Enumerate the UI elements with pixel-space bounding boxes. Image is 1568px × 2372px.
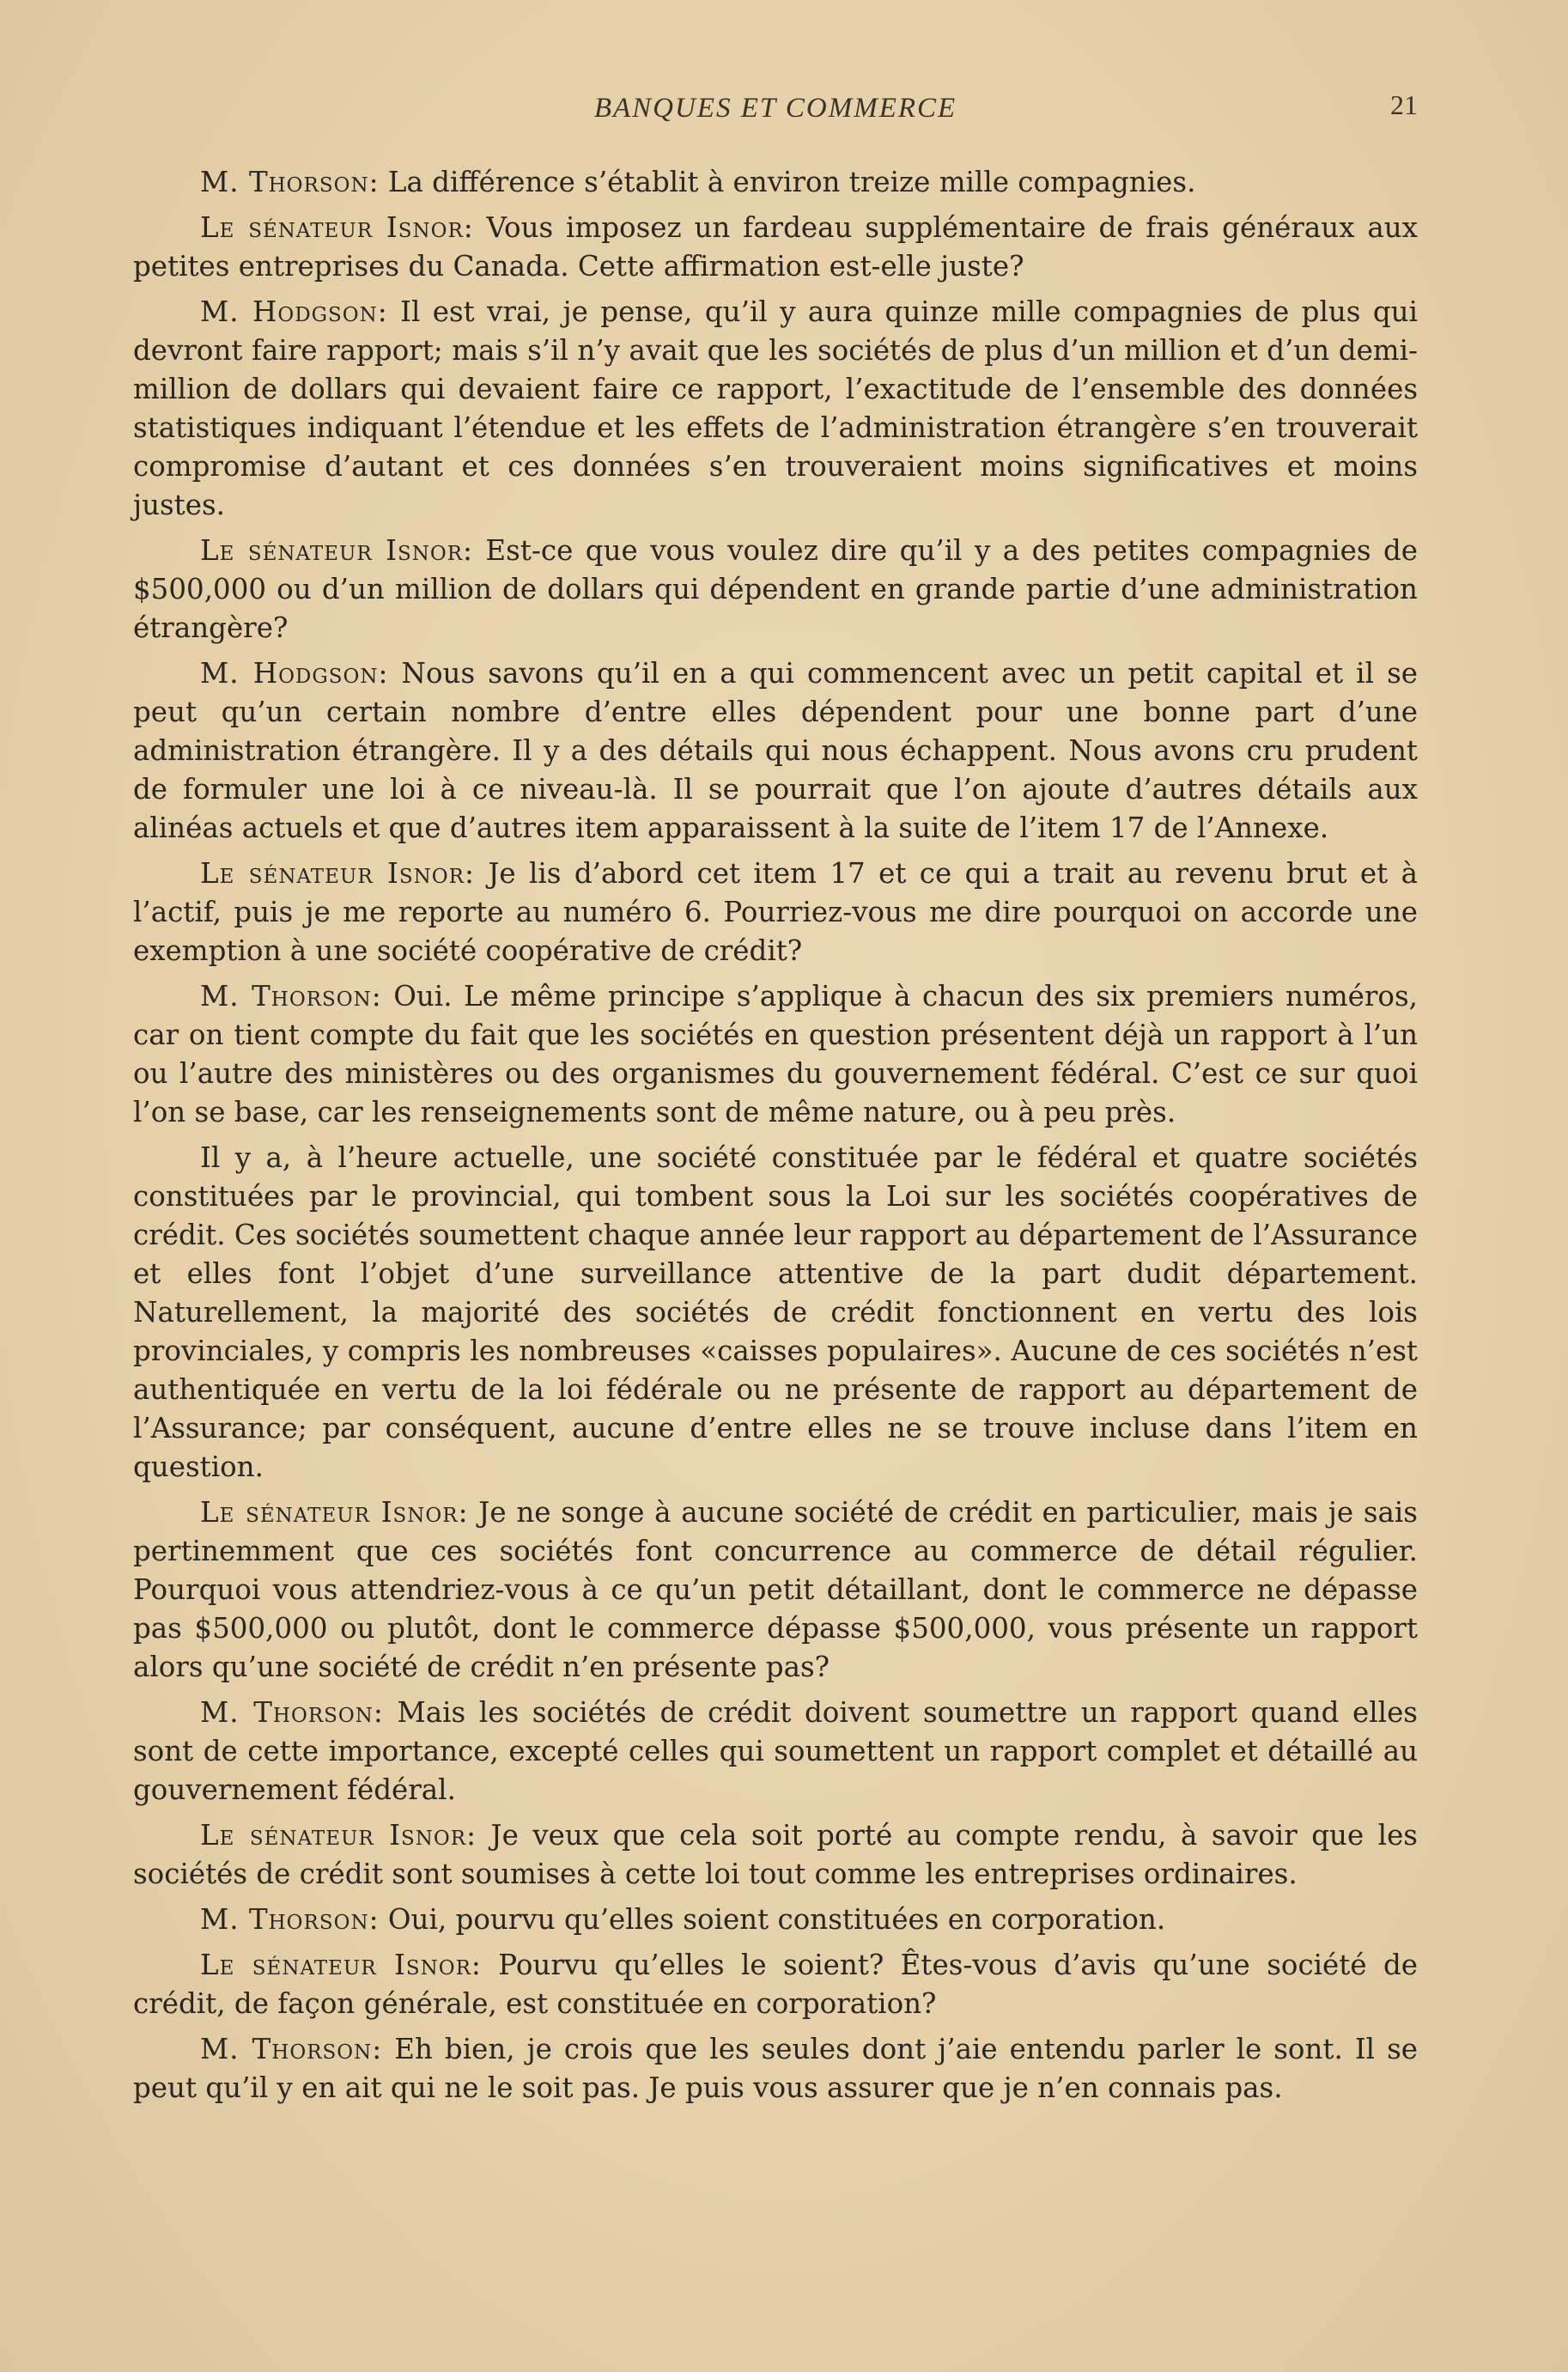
paragraph [133, 293, 1418, 525]
paragraph [133, 1694, 1418, 1809]
paragraph [133, 2030, 1418, 2107]
transcript-body [133, 163, 1418, 2114]
paragraph-text: Oui. Le même principe s’applique à chacun des six premiers numéros, car on tient compte du fait que les sociétés en question présentent déjà un rapport à l’un ou l’autre des ministères ou des organismes du gouvernement fédéral. C’est ce sur quoi l’on se base, car les renseignements sont de même nature, ou à peu près. [133, 980, 1418, 1128]
speaker-name: M. Thorson: [200, 166, 380, 198]
paragraph-text: Il y a, à l’heure actuelle, une société constituée par le fédéral et quatre sociétés constituées par le provincial, qui tombent sous la Loi sur les sociétés coopératives de crédit. Ces sociétés soumettent chaque année leur rapport au département de l’Assurance et elles font l’objet d’une surveillance attentive de la part dudit département. Naturellement, la majorité des sociétés de crédit fonctionnent en vertu des lois provinciales, y compris les nombreuses «caisses populaires». Aucune de ces sociétés n’est authentiquée en vertu de la loi fédérale ou ne présente de rapport au département de l’Assurance; par conséquent, aucune d’entre elles ne se trouve incluse dans l’item en question. [133, 1141, 1418, 1483]
paragraph [133, 977, 1418, 1132]
speaker-name: Le sénateur Isnor: [200, 211, 474, 244]
speaker-name: M. Thorson: [200, 1903, 380, 1936]
paragraph [133, 1901, 1418, 1939]
speaker-name: M. Thorson: [200, 980, 382, 1013]
paragraph [133, 654, 1418, 848]
speaker-name: M. Thorson: [200, 1696, 384, 1729]
speaker-name: M. Hodgson: [200, 295, 388, 328]
paragraph-text: La différence s’établit à environ treize mille compagnies. [379, 166, 1196, 198]
speaker-name: Le sénateur Isnor: [200, 1819, 477, 1852]
paragraph [133, 855, 1418, 970]
page-header [133, 84, 1418, 136]
paragraph [133, 1493, 1418, 1687]
paragraph-text: Vous imposez un fardeau supplémentaire de frais généraux aux petites entreprises du Canada. Cette affirmation est-elle juste? [133, 211, 1419, 283]
paragraph-text: Oui, pourvu qu’elles soient constituées en corporation. [379, 1903, 1166, 1936]
speaker-name: M. Thorson: [200, 2033, 383, 2065]
paragraph [133, 532, 1418, 648]
paragraph-text: Nous savons qu’il en a qui commencent avec un petit capital et il se peut qu’un certain nombre d’entre elles dépendent pour une bonne part d’une administration étrangère. Il y a des détails qui nous échappent. Nous avons cru prudent de formuler une loi à ce niveau-là. Il se pourrait que l’on ajoute d’autres détails aux alinéas actuels et que d’autres item apparaissent à la suite de l’item 17 de l’Annexe. [133, 657, 1418, 844]
paragraph [133, 1816, 1418, 1894]
running-title: BANQUES ET COMMERCE [593, 93, 957, 124]
speaker-name: M. Hodgson: [200, 657, 389, 690]
speaker-name: Le sénateur Isnor: [200, 534, 473, 567]
paragraph [133, 163, 1418, 202]
paragraph-text: Eh bien, je crois que les seules dont j’aie entendu parler le sont. Il se peut qu’il y en ait qui ne le soit pas. Je puis vous assurer que je n’en connais pas. [133, 2033, 1418, 2104]
paragraph-text: Mais les sociétés de crédit doivent soumettre un rapport quand elles sont de cette importance, excepté celles qui soumettent un rapport complet et détaillé au gouvernement fédéral. [133, 1696, 1418, 1806]
paragraph-text: Je veux que cela soit porté au compte rendu, à savoir que les sociétés de crédit sont soumises à cette loi tout comme les entreprises ordinaires. [133, 1819, 1418, 1890]
speaker-name: Le sénateur Isnor: [200, 1949, 482, 1981]
page-number: 21 [1390, 89, 1418, 120]
speaker-name: Le sénateur Isnor: [200, 1496, 469, 1529]
paragraph [133, 1139, 1418, 1487]
paragraph-text: Je lis d’abord cet item 17 et ce qui a trait au revenu brut et à l’actif, puis je me reporte au numéro 6. Pourriez-vous me dire pourquoi on accorde une exemption à une société coopérative de crédit? [133, 857, 1418, 967]
paragraph [133, 209, 1418, 286]
paragraph-text: Je ne songe à aucune société de crédit en particulier, mais je sais pertinemment que ces sociétés font concurrence au commerce de détail régulier. Pourquoi vous attendriez-vous à ce qu’un petit détaillant, dont le commerce ne dépasse pas $500,000 ou plutôt, dont le commerce dépasse $500,000, vous présente un rapport alors qu’une société de crédit n’en présente pas? [133, 1496, 1418, 1683]
paragraph-text: Est-ce que vous voulez dire qu’il y a des petites compagnies de $500,000 ou d’un million de dollars qui dépendent en grande partie d’une administration étrangère? [133, 534, 1418, 644]
speaker-name: Le sénateur Isnor: [200, 857, 475, 890]
paragraph [133, 1946, 1418, 2023]
paragraph-text: Il est vrai, je pense, qu’il y aura quinze mille compagnies de plus qui devront faire rapport; mais s’il n’y avait que les sociétés de plus d’un million et d’un demi-million de dollars qui devaient faire ce rapport, l’exactitude de l’ensemble des données statistiques indiquant l’étendue et les effets de l’administration étrangère s’en trouverait compromise d’autant et ces données s’en trouveraient moins significatives et moins justes. [133, 295, 1418, 521]
paragraph-text: Pourvu qu’elles le soient? Êtes-vous d’avis qu’une société de crédit, de façon générale, est constituée en corporation? [133, 1949, 1419, 2020]
